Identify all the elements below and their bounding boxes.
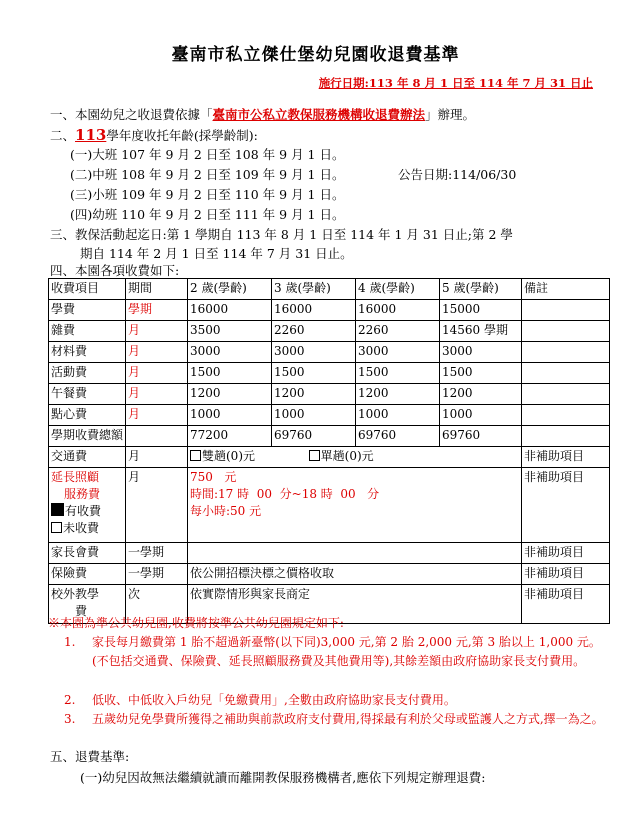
fee-value: 77200 <box>188 426 272 447</box>
field-trip-title-2: 費 <box>75 604 88 618</box>
charged-label: 有收費 <box>65 504 102 518</box>
fee-period: 學期 <box>126 300 188 321</box>
fee-value: 1000 <box>356 405 440 426</box>
fee-value: 3000 <box>188 342 272 363</box>
fee-period: 月 <box>126 405 188 426</box>
one-way-label: 單趟(0)元 <box>320 449 374 463</box>
fee-value: 1500 <box>272 363 356 384</box>
section-3-line-2: 期自 114 年 2 月 1 日至 114 年 7 月 31 日止。 <box>80 246 353 261</box>
fee-item: 學期收費總額 <box>49 426 126 447</box>
round-trip-checkbox[interactable] <box>190 450 201 461</box>
table-row-extended-care <box>49 468 610 543</box>
note-item-1 <box>64 633 604 690</box>
fee-value: 1200 <box>356 384 440 405</box>
fee-period: 月 <box>126 447 188 468</box>
fee-remark: 非補助項目 <box>522 585 610 624</box>
fee-value: 3500 <box>188 321 272 342</box>
school-year: 113 <box>75 126 107 144</box>
charged-option <box>51 503 123 520</box>
fee-item: 點心費 <box>49 405 126 426</box>
extended-care-hourly: 每小時:50 元 <box>190 504 262 518</box>
fee-item: 交通費 <box>49 447 126 468</box>
fee-item: 活動費 <box>49 363 126 384</box>
table-header-row <box>49 279 610 300</box>
table-row-transport <box>49 447 610 468</box>
fee-value: 16000 <box>356 300 440 321</box>
fee-remark: 非補助項目 <box>522 468 610 543</box>
header-cell: 收費項目 <box>49 279 126 300</box>
section-1-prefix: 一、本園幼兒之收退費依據「 <box>50 107 213 122</box>
note-number: 1. <box>64 635 76 649</box>
section-1-law-name: 臺南市公私立教保服務機構收退費辦法 <box>212 107 426 122</box>
section-2-suffix: 學年度收托年齡(採學齡制): <box>106 128 258 143</box>
table-row <box>49 342 610 363</box>
fee-remark <box>522 363 610 384</box>
table-row-insurance <box>49 564 610 585</box>
fee-remark <box>522 342 610 363</box>
extended-care-details <box>188 468 522 543</box>
extended-care-item <box>49 468 126 543</box>
fee-value: 1200 <box>188 384 272 405</box>
fee-value: 1000 <box>440 405 522 426</box>
fee-remark <box>522 321 610 342</box>
header-cell: 期間 <box>126 279 188 300</box>
fee-remark <box>522 300 610 321</box>
notes-intro: ※本園為準公共幼兒園,收費將按準公共幼兒園規定如下: <box>48 616 344 630</box>
fee-value: 1000 <box>272 405 356 426</box>
fee-value: 16000 <box>188 300 272 321</box>
note-item-2 <box>64 691 604 710</box>
extended-care-fee: 750 元 <box>190 470 237 484</box>
extended-care-title-2: 服務費 <box>64 487 101 501</box>
charged-checkbox[interactable] <box>51 503 64 516</box>
fee-item: 雜費 <box>49 321 126 342</box>
fee-period: 月 <box>126 321 188 342</box>
fee-value: 14560 學期 <box>440 321 522 342</box>
effective-date: 施行日期:113 年 8 月 1 日至 114 年 7 月 31 日止 <box>318 76 593 90</box>
fee-table <box>48 278 610 624</box>
table-row <box>49 300 610 321</box>
class-senior: (一)大班 107 年 9 月 2 日至 108 年 9 月 1 日。 <box>70 147 345 162</box>
fee-value: 2260 <box>272 321 356 342</box>
fee-content: 依實際情形與家長商定 <box>188 585 522 624</box>
class-middle-text: (二)中班 108 年 9 月 2 日至 109 年 9 月 1 日。 <box>70 167 345 182</box>
announce-date: 公告日期:114/06/30 <box>398 167 517 182</box>
fee-content: 依公開招標決標之價格收取 <box>188 564 522 585</box>
fee-remark <box>522 426 610 447</box>
fee-value: 69760 <box>440 426 522 447</box>
note-number: 2. <box>64 693 76 707</box>
fee-period: 一學期 <box>126 543 188 564</box>
fee-value: 69760 <box>356 426 440 447</box>
fee-remark: 非補助項目 <box>522 543 610 564</box>
table-row-parent-fee <box>49 543 610 564</box>
section-5-sub-1: (一)幼兒因故無法繼續就讀而離開教保服務機構者,應依下列規定辦理退費: <box>80 770 486 785</box>
fee-period: 月 <box>126 384 188 405</box>
fee-item: 材料費 <box>49 342 126 363</box>
table-row <box>49 321 610 342</box>
table-row <box>49 405 610 426</box>
fee-period: 一學期 <box>126 564 188 585</box>
transport-options <box>188 447 522 468</box>
fee-item: 學費 <box>49 300 126 321</box>
section-3-line-1: 三、教保活動起迄日:第 1 學期自 113 年 8 月 1 日至 114 年 1 月 31 日止;第 2 學 <box>50 227 513 242</box>
section-4-heading: 四、本園各項收費如下: <box>50 263 180 278</box>
section-2-prefix: 二、 <box>50 128 76 143</box>
free-option <box>51 520 123 537</box>
section-2-heading <box>50 126 258 145</box>
fee-item: 保險費 <box>49 564 126 585</box>
fee-value: 1500 <box>356 363 440 384</box>
table-row <box>49 363 610 384</box>
fee-period: 月 <box>126 342 188 363</box>
fee-period <box>126 426 188 447</box>
header-cell: 2 歲(學齡) <box>188 279 272 300</box>
class-toddler: (四)幼班 110 年 9 月 2 日至 111 年 9 月 1 日。 <box>70 207 345 222</box>
section-1-suffix: 」辦理。 <box>425 107 476 122</box>
fee-remark: 非補助項目 <box>522 447 610 468</box>
extended-care-hours: 時間:17 時 00 分~18 時 00 分 <box>190 487 380 501</box>
fee-item: 午餐費 <box>49 384 126 405</box>
fee-value: 1200 <box>440 384 522 405</box>
table-row-total <box>49 426 610 447</box>
fee-value: 2260 <box>356 321 440 342</box>
fee-period: 月 <box>126 363 188 384</box>
fee-value: 3000 <box>356 342 440 363</box>
note-text: 家長每月繳費第 1 胎不超過新臺幣(以下同)3,000 元,第 2 胎 2,000 元,第 3 胎以上 1,000 元。(不包括交通費、保險費、延長照顧服務費及其他費用等),其餘差額由政府協助家長支付費用。 <box>92 635 601 668</box>
one-way-checkbox[interactable] <box>309 450 320 461</box>
extended-care-title-1: 延長照顧 <box>51 470 100 484</box>
fee-value: 16000 <box>272 300 356 321</box>
free-label: 未收費 <box>63 521 100 535</box>
fee-value: 3000 <box>440 342 522 363</box>
fee-value: 15000 <box>440 300 522 321</box>
section-1 <box>50 106 475 124</box>
fee-value: 1000 <box>188 405 272 426</box>
note-item-3 <box>64 710 604 748</box>
field-trip-title-1: 校外教學 <box>51 587 100 601</box>
header-cell: 5 歲(學齡) <box>440 279 522 300</box>
section-5-heading: 五、退費基準: <box>50 749 130 764</box>
class-middle <box>70 166 344 184</box>
header-cell: 4 歲(學齡) <box>356 279 440 300</box>
fee-value: 1500 <box>188 363 272 384</box>
fee-period: 月 <box>126 468 188 543</box>
note-text: 低收、中低收入戶幼兒「免繳費用」,全數由政府協助家長支付費用。 <box>92 693 456 707</box>
class-junior: (三)小班 109 年 9 月 2 日至 110 年 9 月 1 日。 <box>70 187 345 202</box>
note-number: 3. <box>64 712 76 726</box>
document-title: 臺南市私立傑仕堡幼兒園收退費基準 <box>171 45 460 65</box>
free-checkbox[interactable] <box>51 522 62 533</box>
fee-remark <box>522 384 610 405</box>
fee-remark <box>522 405 610 426</box>
round-trip-label: 雙趟(0)元 <box>202 449 255 463</box>
fee-value: 1500 <box>440 363 522 384</box>
fee-period: 次 <box>126 585 188 624</box>
fee-value: 1200 <box>272 384 356 405</box>
header-cell: 3 歲(學齡) <box>272 279 356 300</box>
fee-remark: 非補助項目 <box>522 564 610 585</box>
table-row <box>49 384 610 405</box>
fee-item: 家長會費 <box>49 543 126 564</box>
fee-value: 69760 <box>272 426 356 447</box>
fee-content <box>188 543 522 564</box>
header-cell: 備註 <box>522 279 610 300</box>
fee-value: 3000 <box>272 342 356 363</box>
note-text: 五歲幼兒免學費所獲得之補助與前款政府支付費用,得採最有利於父母或監護人之方式,擇一為之。 <box>92 712 604 726</box>
